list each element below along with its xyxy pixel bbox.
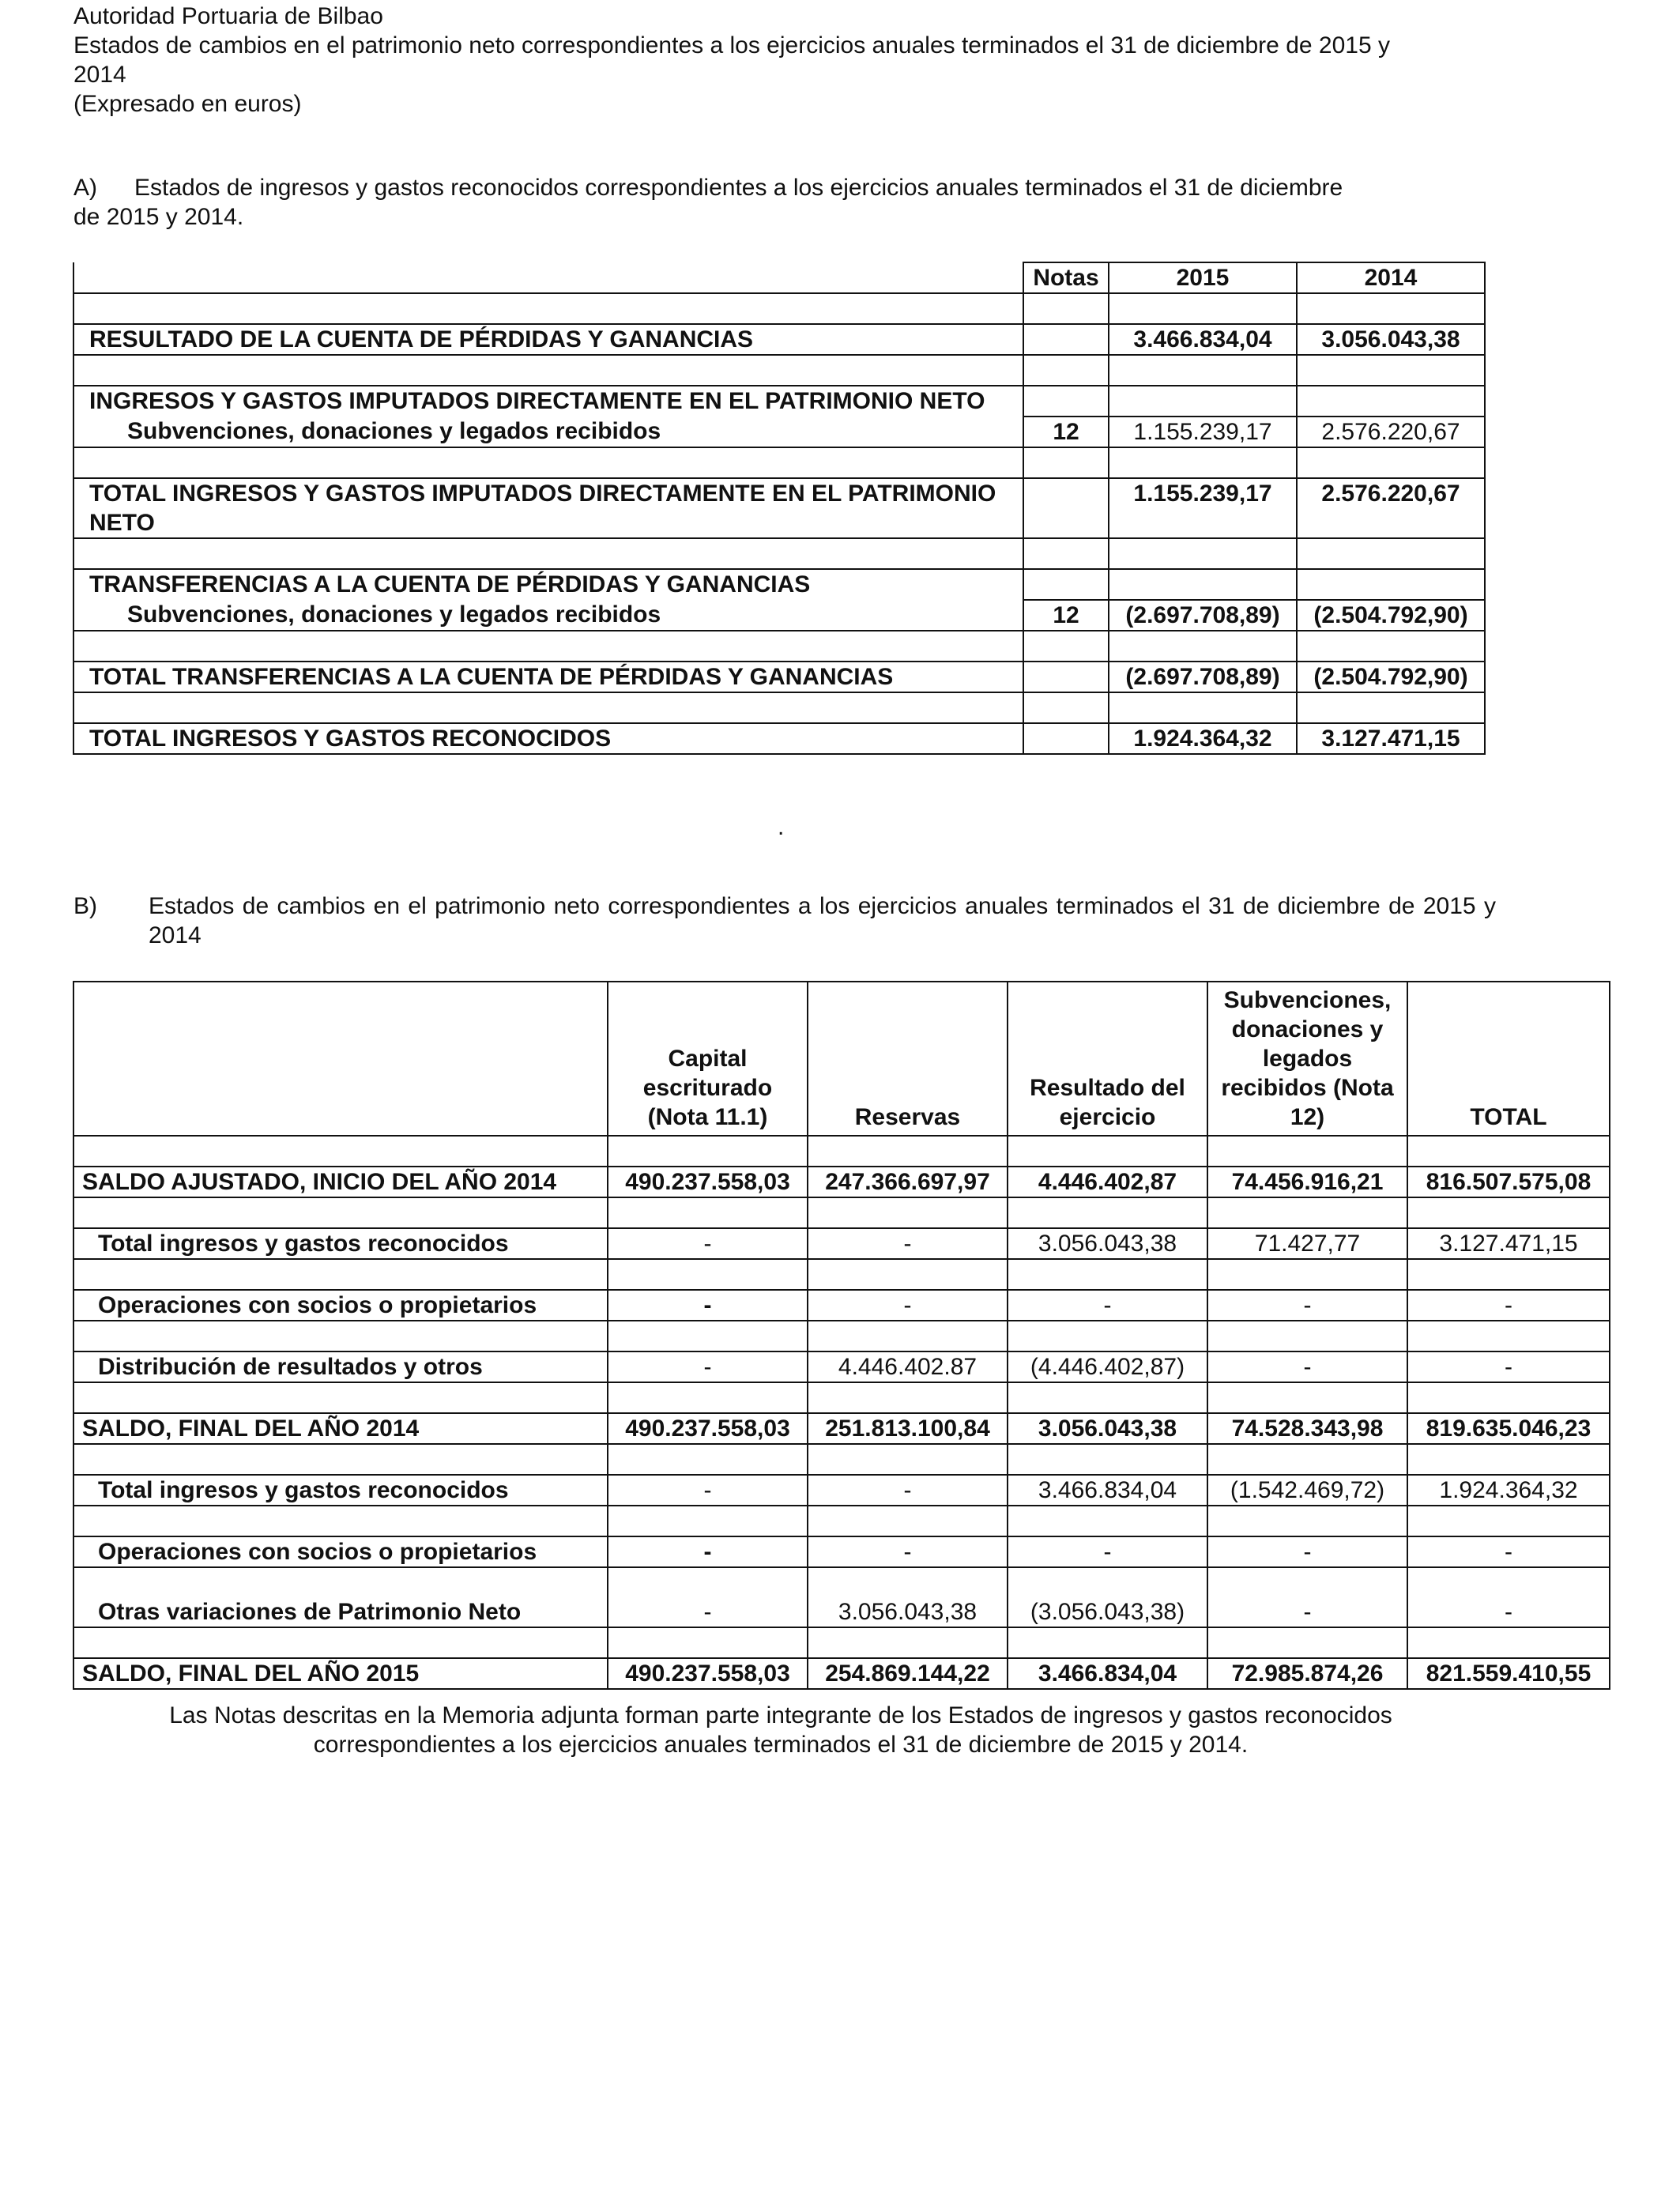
spacer-row bbox=[73, 1321, 1610, 1351]
cell-subvenciones: - bbox=[1207, 1536, 1407, 1567]
cell-capital: 490.237.558,03 bbox=[608, 1413, 808, 1444]
row-value-2014: (2.504.792,90) bbox=[1297, 600, 1485, 631]
cell-resultado: 3.056.043,38 bbox=[1008, 1413, 1207, 1444]
section-b-heading bbox=[73, 892, 1496, 950]
table-row bbox=[73, 1567, 1610, 1627]
column-header-2014: 2014 bbox=[1297, 262, 1485, 293]
cell-total: - bbox=[1407, 1536, 1610, 1567]
cell-capital: 490.237.558,03 bbox=[608, 1658, 808, 1689]
cell-reservas: - bbox=[808, 1536, 1008, 1567]
row-label: Otras variaciones de Patrimonio Neto bbox=[73, 1567, 608, 1627]
cell-total: 819.635.046,23 bbox=[1407, 1413, 1610, 1444]
table-header-row bbox=[73, 982, 1610, 1136]
cell-reservas: 4.446.402.87 bbox=[808, 1351, 1008, 1382]
table-row bbox=[73, 569, 1485, 600]
cell-capital: - bbox=[608, 1228, 808, 1259]
row-label: TOTAL INGRESOS Y GASTOS RECONOCIDOS bbox=[73, 723, 1023, 754]
section-a-title-continued: de 2015 y 2014. bbox=[73, 204, 244, 230]
section-b-letter: B) bbox=[73, 893, 97, 919]
organization-name: Autoridad Portuaria de Bilbao bbox=[73, 3, 383, 29]
cell-subvenciones: - bbox=[1207, 1351, 1407, 1382]
equity-table-body bbox=[73, 1136, 1610, 1689]
cell-capital: 490.237.558,03 bbox=[608, 1167, 808, 1197]
row-label: RESULTADO DE LA CUENTA DE PÉRDIDAS Y GANANCIAS bbox=[73, 324, 1023, 355]
row-label: Operaciones con socios o propietarios bbox=[73, 1290, 608, 1321]
row-value-2014: (2.504.792,90) bbox=[1297, 662, 1485, 692]
table-row bbox=[73, 478, 1485, 538]
table-row bbox=[73, 417, 1485, 447]
row-label: Total ingresos y gastos reconocidos bbox=[73, 1228, 608, 1259]
cell-resultado: 4.446.402,87 bbox=[1008, 1167, 1207, 1197]
footer-line-2: correspondientes a los ejercicios anuales terminados el 31 de diciembre de 2015 y 2014. bbox=[313, 1732, 1249, 1758]
table-row bbox=[73, 662, 1485, 692]
row-value-2014: 2.576.220,67 bbox=[1297, 478, 1485, 538]
cell-capital: - bbox=[608, 1567, 808, 1627]
table-row bbox=[73, 1167, 1610, 1197]
cell-total: - bbox=[1407, 1351, 1610, 1382]
cell-capital: - bbox=[608, 1475, 808, 1506]
row-value-2015: (2.697.708,89) bbox=[1109, 662, 1297, 692]
cell-resultado: 3.466.834,04 bbox=[1008, 1658, 1207, 1689]
spacer-row bbox=[73, 538, 1485, 569]
separator-dot: . bbox=[778, 814, 785, 840]
cell-subvenciones: 72.985.874,26 bbox=[1207, 1658, 1407, 1689]
row-label: SALDO, FINAL DEL AÑO 2014 bbox=[73, 1413, 608, 1444]
cell-reservas: - bbox=[808, 1475, 1008, 1506]
table-row bbox=[73, 324, 1485, 355]
row-label: Total ingresos y gastos reconocidos bbox=[73, 1475, 608, 1506]
empty-header-cell bbox=[73, 982, 608, 1136]
spacer-row bbox=[73, 1444, 1610, 1475]
table-row bbox=[73, 1658, 1610, 1689]
table-row bbox=[73, 1536, 1610, 1567]
row-label: TOTAL TRANSFERENCIAS A LA CUENTA DE PÉRDIDAS Y GANANCIAS bbox=[73, 662, 1023, 692]
currency-note: (Expresado en euros) bbox=[73, 91, 302, 117]
document-title: Estados de cambios en el patrimonio neto correspondientes a los ejercicios anuales terminados el 31 de diciembre de 2015 y bbox=[73, 32, 1390, 58]
cell-reservas: - bbox=[808, 1290, 1008, 1321]
column-header-capital: Capital escriturado (Nota 11.1) bbox=[608, 982, 808, 1136]
row-label: TOTAL INGRESOS Y GASTOS IMPUTADOS DIRECTAMENTE EN EL PATRIMONIO NETO bbox=[73, 478, 1023, 538]
column-header-subvenciones: Subvenciones, donaciones y legados recibidos (Nota 12) bbox=[1207, 982, 1407, 1136]
row-value-2015: (2.697.708,89) bbox=[1109, 600, 1297, 631]
table-row bbox=[73, 386, 1485, 417]
cell-capital: - bbox=[608, 1290, 808, 1321]
row-value-2014: 3.056.043,38 bbox=[1297, 324, 1485, 355]
row-notas: 12 bbox=[1023, 417, 1109, 447]
row-label: INGRESOS Y GASTOS IMPUTADOS DIRECTAMENTE EN EL PATRIMONIO NETO bbox=[73, 386, 1023, 417]
row-notas: 12 bbox=[1023, 600, 1109, 631]
row-value-2015: 1.155.239,17 bbox=[1109, 478, 1297, 538]
cell-subvenciones: (1.542.469,72) bbox=[1207, 1475, 1407, 1506]
row-value-2015: 3.466.834,04 bbox=[1109, 324, 1297, 355]
spacer-row bbox=[73, 447, 1485, 478]
spacer-row bbox=[73, 1382, 1610, 1413]
row-notas bbox=[1023, 324, 1109, 355]
cell-resultado: 3.056.043,38 bbox=[1008, 1228, 1207, 1259]
cell-total: - bbox=[1407, 1567, 1610, 1627]
section-a-heading bbox=[73, 173, 1464, 232]
row-label: Operaciones con socios o propietarios bbox=[73, 1536, 608, 1567]
cell-total: 1.924.364,32 bbox=[1407, 1475, 1610, 1506]
cell-reservas: - bbox=[808, 1228, 1008, 1259]
spacer-row bbox=[73, 293, 1485, 324]
row-label: Subvenciones, donaciones y legados recibidos bbox=[73, 600, 1023, 631]
footer-note bbox=[73, 1701, 1488, 1759]
cell-capital: - bbox=[608, 1351, 808, 1382]
table-header-row bbox=[73, 262, 1485, 293]
document-header bbox=[73, 2, 1520, 119]
table-row bbox=[73, 723, 1485, 754]
cell-reservas: 254.869.144,22 bbox=[808, 1658, 1008, 1689]
column-header-2015: 2015 bbox=[1109, 262, 1297, 293]
document-title-continued: 2014 bbox=[73, 62, 126, 88]
spacer-row bbox=[73, 1627, 1610, 1658]
cell-resultado: (3.056.043,38) bbox=[1008, 1567, 1207, 1627]
row-label: TRANSFERENCIAS A LA CUENTA DE PÉRDIDAS Y GANANCIAS bbox=[73, 569, 1023, 600]
table-row bbox=[73, 1475, 1610, 1506]
cell-total: 816.507.575,08 bbox=[1407, 1167, 1610, 1197]
row-label: Distribución de resultados y otros bbox=[73, 1351, 608, 1382]
column-header-resultado: Resultado del ejercicio bbox=[1008, 982, 1207, 1136]
row-value-2015: 1.155.239,17 bbox=[1109, 417, 1297, 447]
spacer-row bbox=[73, 1197, 1610, 1228]
empty-header-cell bbox=[73, 262, 1023, 293]
spacer-row bbox=[73, 355, 1485, 386]
table-row bbox=[73, 1228, 1610, 1259]
row-value-2015: 1.924.364,32 bbox=[1109, 723, 1297, 754]
column-header-total: TOTAL bbox=[1407, 982, 1610, 1136]
row-label: SALDO AJUSTADO, INICIO DEL AÑO 2014 bbox=[73, 1167, 608, 1197]
spacer-row bbox=[73, 692, 1485, 723]
column-header-notas: Notas bbox=[1023, 262, 1109, 293]
table-row bbox=[73, 1290, 1610, 1321]
row-label: SALDO, FINAL DEL AÑO 2015 bbox=[73, 1658, 608, 1689]
cell-subvenciones: - bbox=[1207, 1290, 1407, 1321]
row-label: Subvenciones, donaciones y legados recibidos bbox=[73, 417, 1023, 447]
cell-total: 3.127.471,15 bbox=[1407, 1228, 1610, 1259]
spacer-row bbox=[73, 1506, 1610, 1536]
cell-resultado: (4.446.402,87) bbox=[1008, 1351, 1207, 1382]
cell-subvenciones: 71.427,77 bbox=[1207, 1228, 1407, 1259]
section-a-title: Estados de ingresos y gastos reconocidos correspondientes a los ejercicios anuales terminados el 31 de diciembre bbox=[134, 175, 1343, 201]
cell-resultado: - bbox=[1008, 1536, 1207, 1567]
equity-changes-table bbox=[73, 981, 1610, 1690]
cell-total: 821.559.410,55 bbox=[1407, 1658, 1610, 1689]
row-value-2014: 3.127.471,15 bbox=[1297, 723, 1485, 754]
spacer-row bbox=[73, 1136, 1610, 1167]
income-expense-table bbox=[73, 262, 1486, 755]
cell-reservas: 247.366.697,97 bbox=[808, 1167, 1008, 1197]
section-a-letter: A) bbox=[73, 175, 97, 201]
column-header-reservas: Reservas bbox=[808, 982, 1008, 1136]
spacer-row bbox=[73, 631, 1485, 662]
cell-subvenciones: 74.528.343,98 bbox=[1207, 1413, 1407, 1444]
table-row bbox=[73, 600, 1485, 631]
cell-resultado: 3.466.834,04 bbox=[1008, 1475, 1207, 1506]
section-b-title: Estados de cambios en el patrimonio neto correspondientes a los ejercicios anuales terminados el 31 de diciembre de 2015 y 2014 bbox=[149, 893, 1496, 948]
cell-reservas: 3.056.043,38 bbox=[808, 1567, 1008, 1627]
cell-subvenciones: 74.456.916,21 bbox=[1207, 1167, 1407, 1197]
cell-total: - bbox=[1407, 1290, 1610, 1321]
table-row bbox=[73, 1351, 1610, 1382]
cell-resultado: - bbox=[1008, 1290, 1207, 1321]
table-row bbox=[73, 1413, 1610, 1444]
cell-reservas: 251.813.100,84 bbox=[808, 1413, 1008, 1444]
footer-line-1: Las Notas descritas en la Memoria adjunta forman parte integrante de los Estados de ingresos y gastos reconocidos bbox=[169, 1702, 1392, 1728]
cell-capital: - bbox=[608, 1536, 808, 1567]
spacer-row bbox=[73, 1259, 1610, 1290]
row-value-2014: 2.576.220,67 bbox=[1297, 417, 1485, 447]
cell-subvenciones: - bbox=[1207, 1567, 1407, 1627]
